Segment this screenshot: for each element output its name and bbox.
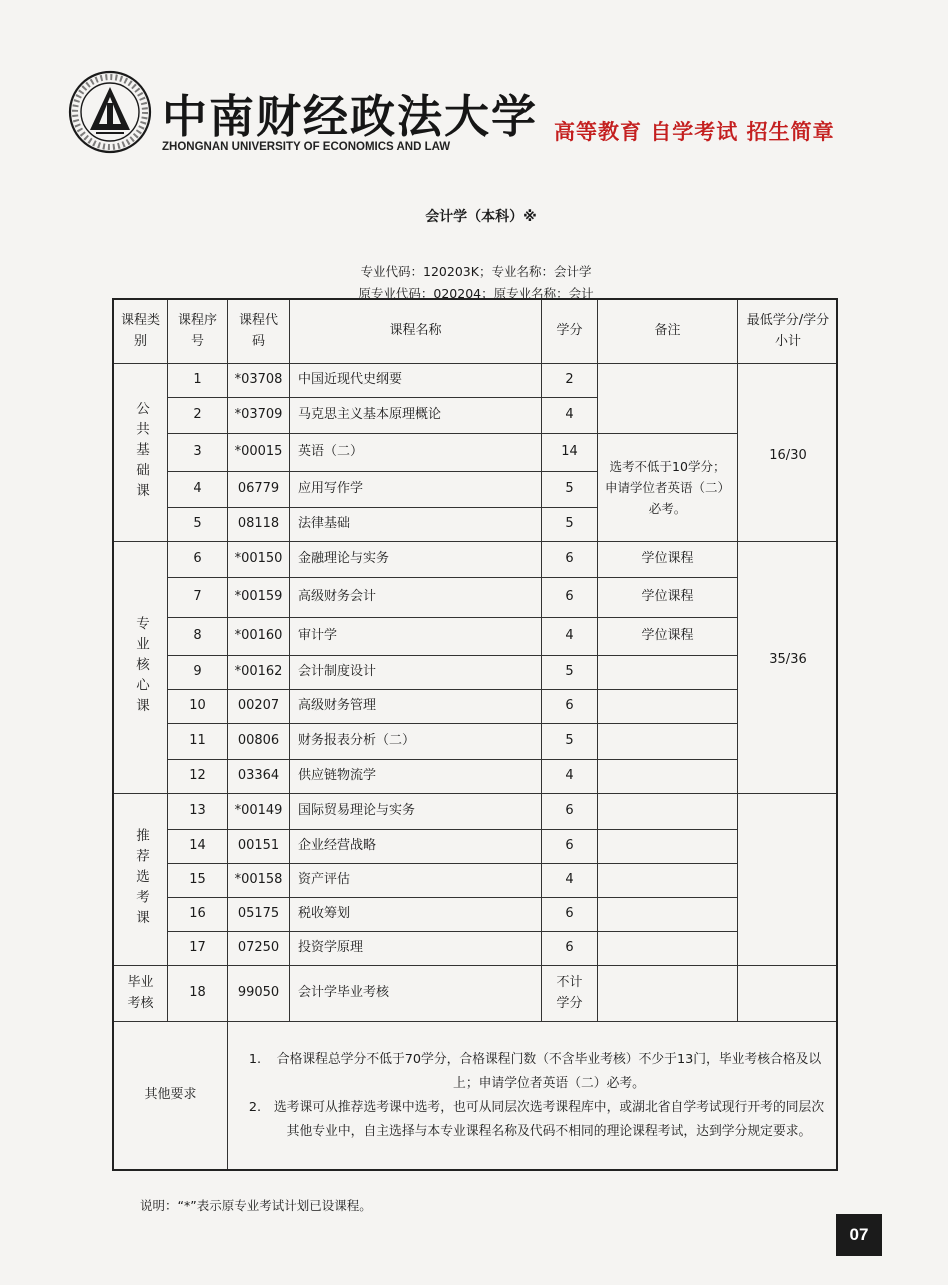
row-seq: 18 (168, 966, 228, 1022)
row-credit: 4 (542, 864, 598, 898)
row-seq: 9 (168, 656, 228, 690)
requirement-text: 合格课程总学分不低于70学分，合格课程门数（不含毕业考核）不少于13门，毕业考核合格及以上；申请学位者英语（二）必考。 (276, 1051, 822, 1091)
row-seq: 5 (168, 508, 228, 542)
row-seq: 3 (168, 434, 228, 472)
row-seq: 6 (168, 542, 228, 578)
row-code: 05175 (228, 898, 290, 932)
row-course-name: 高级财务管理 (290, 690, 542, 724)
row-seq: 10 (168, 690, 228, 724)
row-seq: 14 (168, 830, 228, 864)
other-requirements-label: 其他要求 (114, 1022, 228, 1169)
category-3: 推荐选考课 (114, 794, 168, 966)
brochure-banner: 高等教育 自学考试 招生简章 (554, 120, 835, 144)
row-code: 07250 (228, 932, 290, 966)
row-note: 学位课程 (598, 542, 738, 578)
page-number: 07 (836, 1214, 882, 1256)
row-credit: 6 (542, 830, 598, 864)
row-seq: 13 (168, 794, 228, 830)
row-credit: 6 (542, 690, 598, 724)
row-credit: 4 (542, 760, 598, 794)
row-course-name: 会计学毕业考核 (290, 966, 542, 1022)
subtotal-2: 35/36 (738, 542, 838, 794)
row-seq: 7 (168, 578, 228, 618)
row-seq: 16 (168, 898, 228, 932)
row-credit: 2 (542, 364, 598, 398)
requirement-item (242, 1048, 830, 1096)
row-note (598, 966, 738, 1022)
row-code: *00159 (228, 578, 290, 618)
row-course-name: 会计制度设计 (290, 656, 542, 690)
row-code: 03364 (228, 760, 290, 794)
row-note (598, 830, 738, 864)
row-code: *03708 (228, 364, 290, 398)
row-note: 学位课程 (598, 578, 738, 618)
row-course-name: 马克思主义基本原理概论 (290, 398, 542, 434)
row-credit: 4 (542, 618, 598, 656)
row-course-name: 资产评估 (290, 864, 542, 898)
row-note (598, 760, 738, 794)
row-course-name: 高级财务会计 (290, 578, 542, 618)
row-code: *00150 (228, 542, 290, 578)
university-name-cn: 中南财经政法大学 (162, 90, 539, 143)
row-note (598, 724, 738, 760)
major-code-line: 专业代码：120203K；专业名称：会计学 (360, 264, 592, 279)
subtotal-4 (738, 966, 838, 1022)
row-course-name: 国际贸易理论与实务 (290, 794, 542, 830)
row-course-name: 中国近现代史纲要 (290, 364, 542, 398)
row-seq: 11 (168, 724, 228, 760)
university-emblem-icon (68, 70, 152, 154)
document-title: 会计学（本科）※ (425, 209, 537, 225)
row-seq: 1 (168, 364, 228, 398)
header-category: 课程类别 (114, 300, 168, 364)
row-note: 学位课程 (598, 618, 738, 656)
requirement-item (242, 1096, 830, 1144)
row-course-name: 法律基础 (290, 508, 542, 542)
row-course-name: 供应链物流学 (290, 760, 542, 794)
row-note (598, 690, 738, 724)
row-seq: 12 (168, 760, 228, 794)
row-credit: 14 (542, 434, 598, 472)
row-credit: 6 (542, 542, 598, 578)
row-credit: 6 (542, 932, 598, 966)
row-course-name: 英语（二） (290, 434, 542, 472)
page-header (0, 0, 948, 175)
requirement-number: 1. (248, 1051, 262, 1067)
row-code: *00149 (228, 794, 290, 830)
requirement-number: 2. (248, 1099, 262, 1115)
curriculum-table (112, 298, 838, 1171)
row-credit: 5 (542, 472, 598, 508)
merged-note: 选考不低于10学分；申请学位者英语（二）必考。 (598, 434, 738, 542)
row-code: *00160 (228, 618, 290, 656)
row-credit: 5 (542, 508, 598, 542)
header-seq: 课程序号 (168, 300, 228, 364)
row-note (598, 656, 738, 690)
row-code: 00806 (228, 724, 290, 760)
row-course-name: 应用写作学 (290, 472, 542, 508)
row-note (598, 794, 738, 830)
row-code: *03709 (228, 398, 290, 434)
row-seq: 15 (168, 864, 228, 898)
row-note (598, 898, 738, 932)
row-credit: 5 (542, 724, 598, 760)
row-seq: 4 (168, 472, 228, 508)
other-requirements (228, 1022, 838, 1169)
row-code: 99050 (228, 966, 290, 1022)
header-code: 课程代码 (228, 300, 290, 364)
row-credit: 不计学分 (542, 966, 598, 1022)
row-code: 00151 (228, 830, 290, 864)
subtotal-1: 16/30 (738, 364, 838, 542)
row-code: *00162 (228, 656, 290, 690)
row-note (598, 864, 738, 898)
row-seq: 17 (168, 932, 228, 966)
row-code: 00207 (228, 690, 290, 724)
subtotal-3 (738, 794, 838, 966)
row-course-name: 企业经营战略 (290, 830, 542, 864)
row-seq: 8 (168, 618, 228, 656)
header-name: 课程名称 (290, 300, 542, 364)
row-course-name: 审计学 (290, 618, 542, 656)
row-course-name: 投资学原理 (290, 932, 542, 966)
category-2: 专业核心课 (114, 542, 168, 794)
row-credit: 6 (542, 794, 598, 830)
row-credit: 6 (542, 898, 598, 932)
row-credit: 4 (542, 398, 598, 434)
category-1: 公共基础课 (114, 364, 168, 542)
header-note: 备注 (598, 300, 738, 364)
university-name-en: ZHONGNAN UNIVERSITY OF ECONOMICS AND LAW (162, 141, 451, 153)
row-code: *00158 (228, 864, 290, 898)
requirement-text: 选考课可从推荐选考课中选考，也可从同层次选考课程库中，或湖北省自学考试现行开考的同层次其他专业中，自主选择与本专业课程名称及代码不相同的理论课程考试，达到学分规定要求。 (273, 1099, 825, 1139)
row-code: 06779 (228, 472, 290, 508)
footnote: 说明：“*”表示原专业考试计划已设课程。 (140, 1198, 372, 1213)
row-note (598, 932, 738, 966)
former-major-code-line: 原专业代码：020204；原专业名称：会计 (358, 286, 594, 301)
row-code: 08118 (228, 508, 290, 542)
header-credit: 学分 (542, 300, 598, 364)
row-course-name: 税收筹划 (290, 898, 542, 932)
header-min-credit: 最低学分/学分小计 (738, 300, 838, 364)
row-course-name: 金融理论与实务 (290, 542, 542, 578)
category-4: 毕业考核 (114, 966, 168, 1022)
requirements-list (228, 1048, 838, 1144)
row-seq: 2 (168, 398, 228, 434)
note-empty-cell (598, 364, 738, 434)
row-code: *00015 (228, 434, 290, 472)
row-credit: 6 (542, 578, 598, 618)
row-credit: 5 (542, 656, 598, 690)
row-course-name: 财务报表分析（二） (290, 724, 542, 760)
